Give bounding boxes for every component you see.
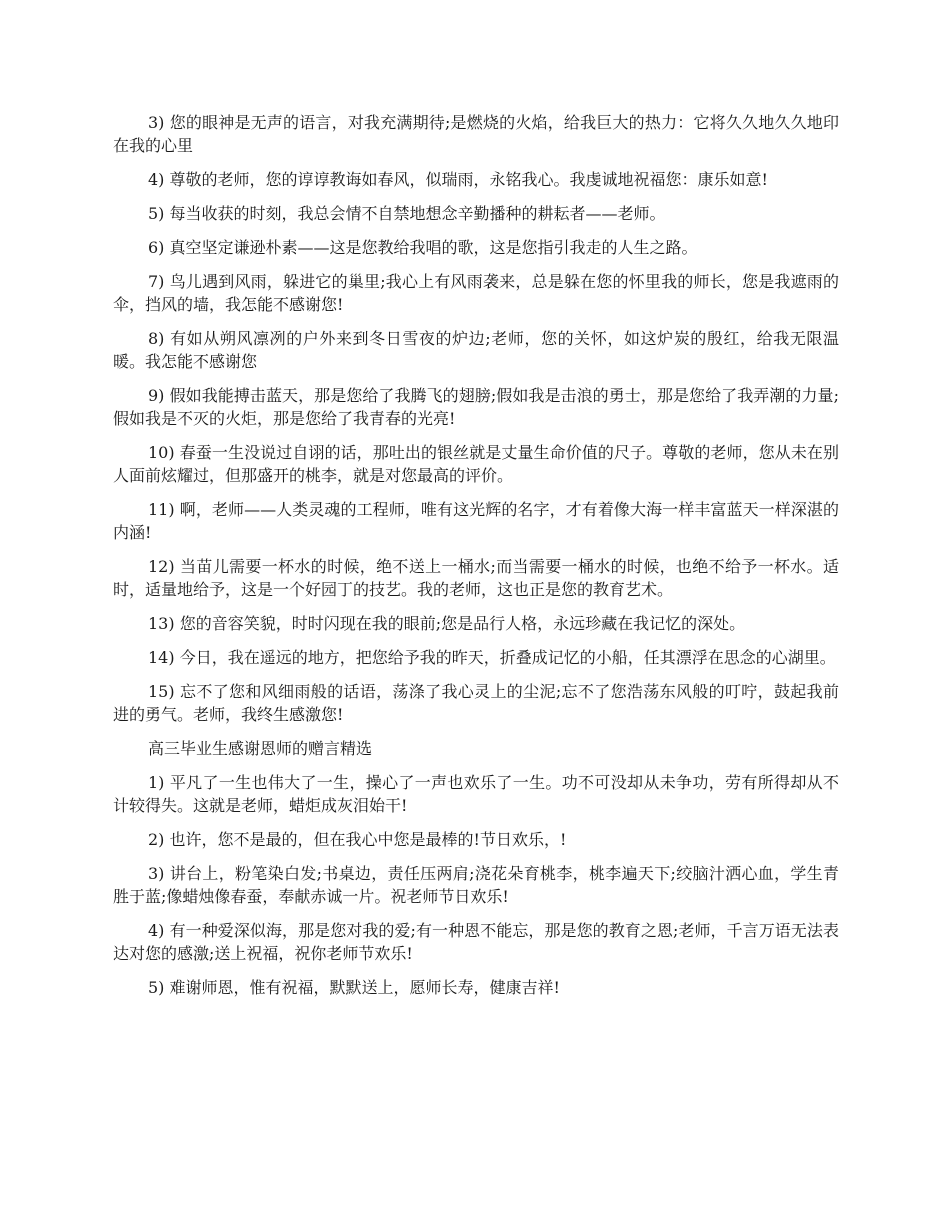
paragraph: 9) 假如我能搏击蓝天，那是您给了我腾飞的翅膀;假如我是击浪的勇士，那是您给了我弄潮的力量;假如我是不灭的火炬，那是您给了我青春的光亮!	[113, 386, 839, 428]
paragraph: 4) 尊敬的老师，您的谆谆教诲如春风，似瑞雨，永铭我心。我虔诚地祝福您：康乐如意!	[148, 170, 768, 189]
paragraph: 1) 平凡了一生也伟大了一生，操心了一声也欢乐了一生。功不可没却从未争功，劳有所得却从不计较得失。这就是老师，蜡炬成灰泪始干!	[113, 773, 839, 815]
paragraph: 14) 今日，我在遥远的地方，把您给予我的昨天，折叠成记忆的小船，任其漂浮在思念的心湖里。	[148, 648, 836, 667]
paragraph: 2) 也许，您不是最的，但在我心中您是最棒的!节日欢乐，!	[148, 830, 567, 849]
section-heading: 高三毕业生感谢恩师的赠言精选	[148, 739, 373, 758]
paragraph: 3) 讲台上，粉笔染白发;书桌边，责任压两肩;浇花朵育桃李，桃李遍天下;绞脑汁洒心血，学生青胜于蓝;像蜡烛像春蚕，奉献赤诚一片。祝老师节日欢乐!	[113, 864, 839, 906]
paragraph: 11) 啊，老师——人类灵魂的工程师，唯有这光辉的名字，才有着像大海一样丰富蓝天一样深湛的内涵!	[113, 500, 839, 542]
paragraph: 5) 难谢师恩，惟有祝福，默默送上，愿师长寿，健康吉祥!	[148, 978, 560, 997]
paragraph: 7) 鸟儿遇到风雨，躲进它的巢里;我心上有风雨袭来，总是躲在您的怀里我的师长，您是我遮雨的伞，挡风的墙，我怎能不感谢您!	[113, 272, 839, 314]
paragraph: 6) 真空坚定谦逊朴素——这是您教给我唱的歌，这是您指引我走的人生之路。	[148, 238, 698, 257]
paragraph: 15) 忘不了您和风细雨般的话语，荡涤了我心灵上的尘泥;忘不了您浩荡东风般的叮咛，鼓起我前进的勇气。老师，我终生感激您!	[113, 682, 839, 724]
paragraph: 12) 当苗儿需要一杯水的时候，绝不送上一桶水;而当需要一桶水的时候，也绝不给予一杯水。适时，适量地给予，这是一个好园丁的技艺。我的老师，这也正是您的教育艺术。	[113, 557, 839, 599]
paragraph: 3) 您的眼神是无声的语言，对我充满期待;是燃烧的火焰，给我巨大的热力：它将久久地久久地印在我的心里	[113, 113, 839, 155]
paragraph: 13) 您的音容笑貌，时时闪现在我的眼前;您是品行人格，永远珍藏在我记忆的深处。	[148, 614, 746, 633]
paragraph: 8) 有如从朔风凛冽的户外来到冬日雪夜的炉边;老师，您的关怀，如这炉炭的殷红，给我无限温暖。我怎能不感谢您	[113, 329, 839, 371]
paragraph: 5) 每当收获的时刻，我总会情不自禁地想念辛勤播种的耕耘者——老师。	[148, 204, 666, 223]
paragraph: 4) 有一种爱深似海，那是您对我的爱;有一种恩不能忘，那是您的教育之恩;老师，千言万语无法表达对您的感激;送上祝福，祝你老师节欢乐!	[113, 921, 839, 963]
paragraph: 10) 春蚕一生没说过自诩的话，那吐出的银丝就是丈量生命价值的尺子。尊敬的老师，您从未在别人面前炫耀过，但那盛开的桃李，就是对您最高的评价。	[113, 443, 839, 485]
document-page	[113, 111, 839, 1010]
